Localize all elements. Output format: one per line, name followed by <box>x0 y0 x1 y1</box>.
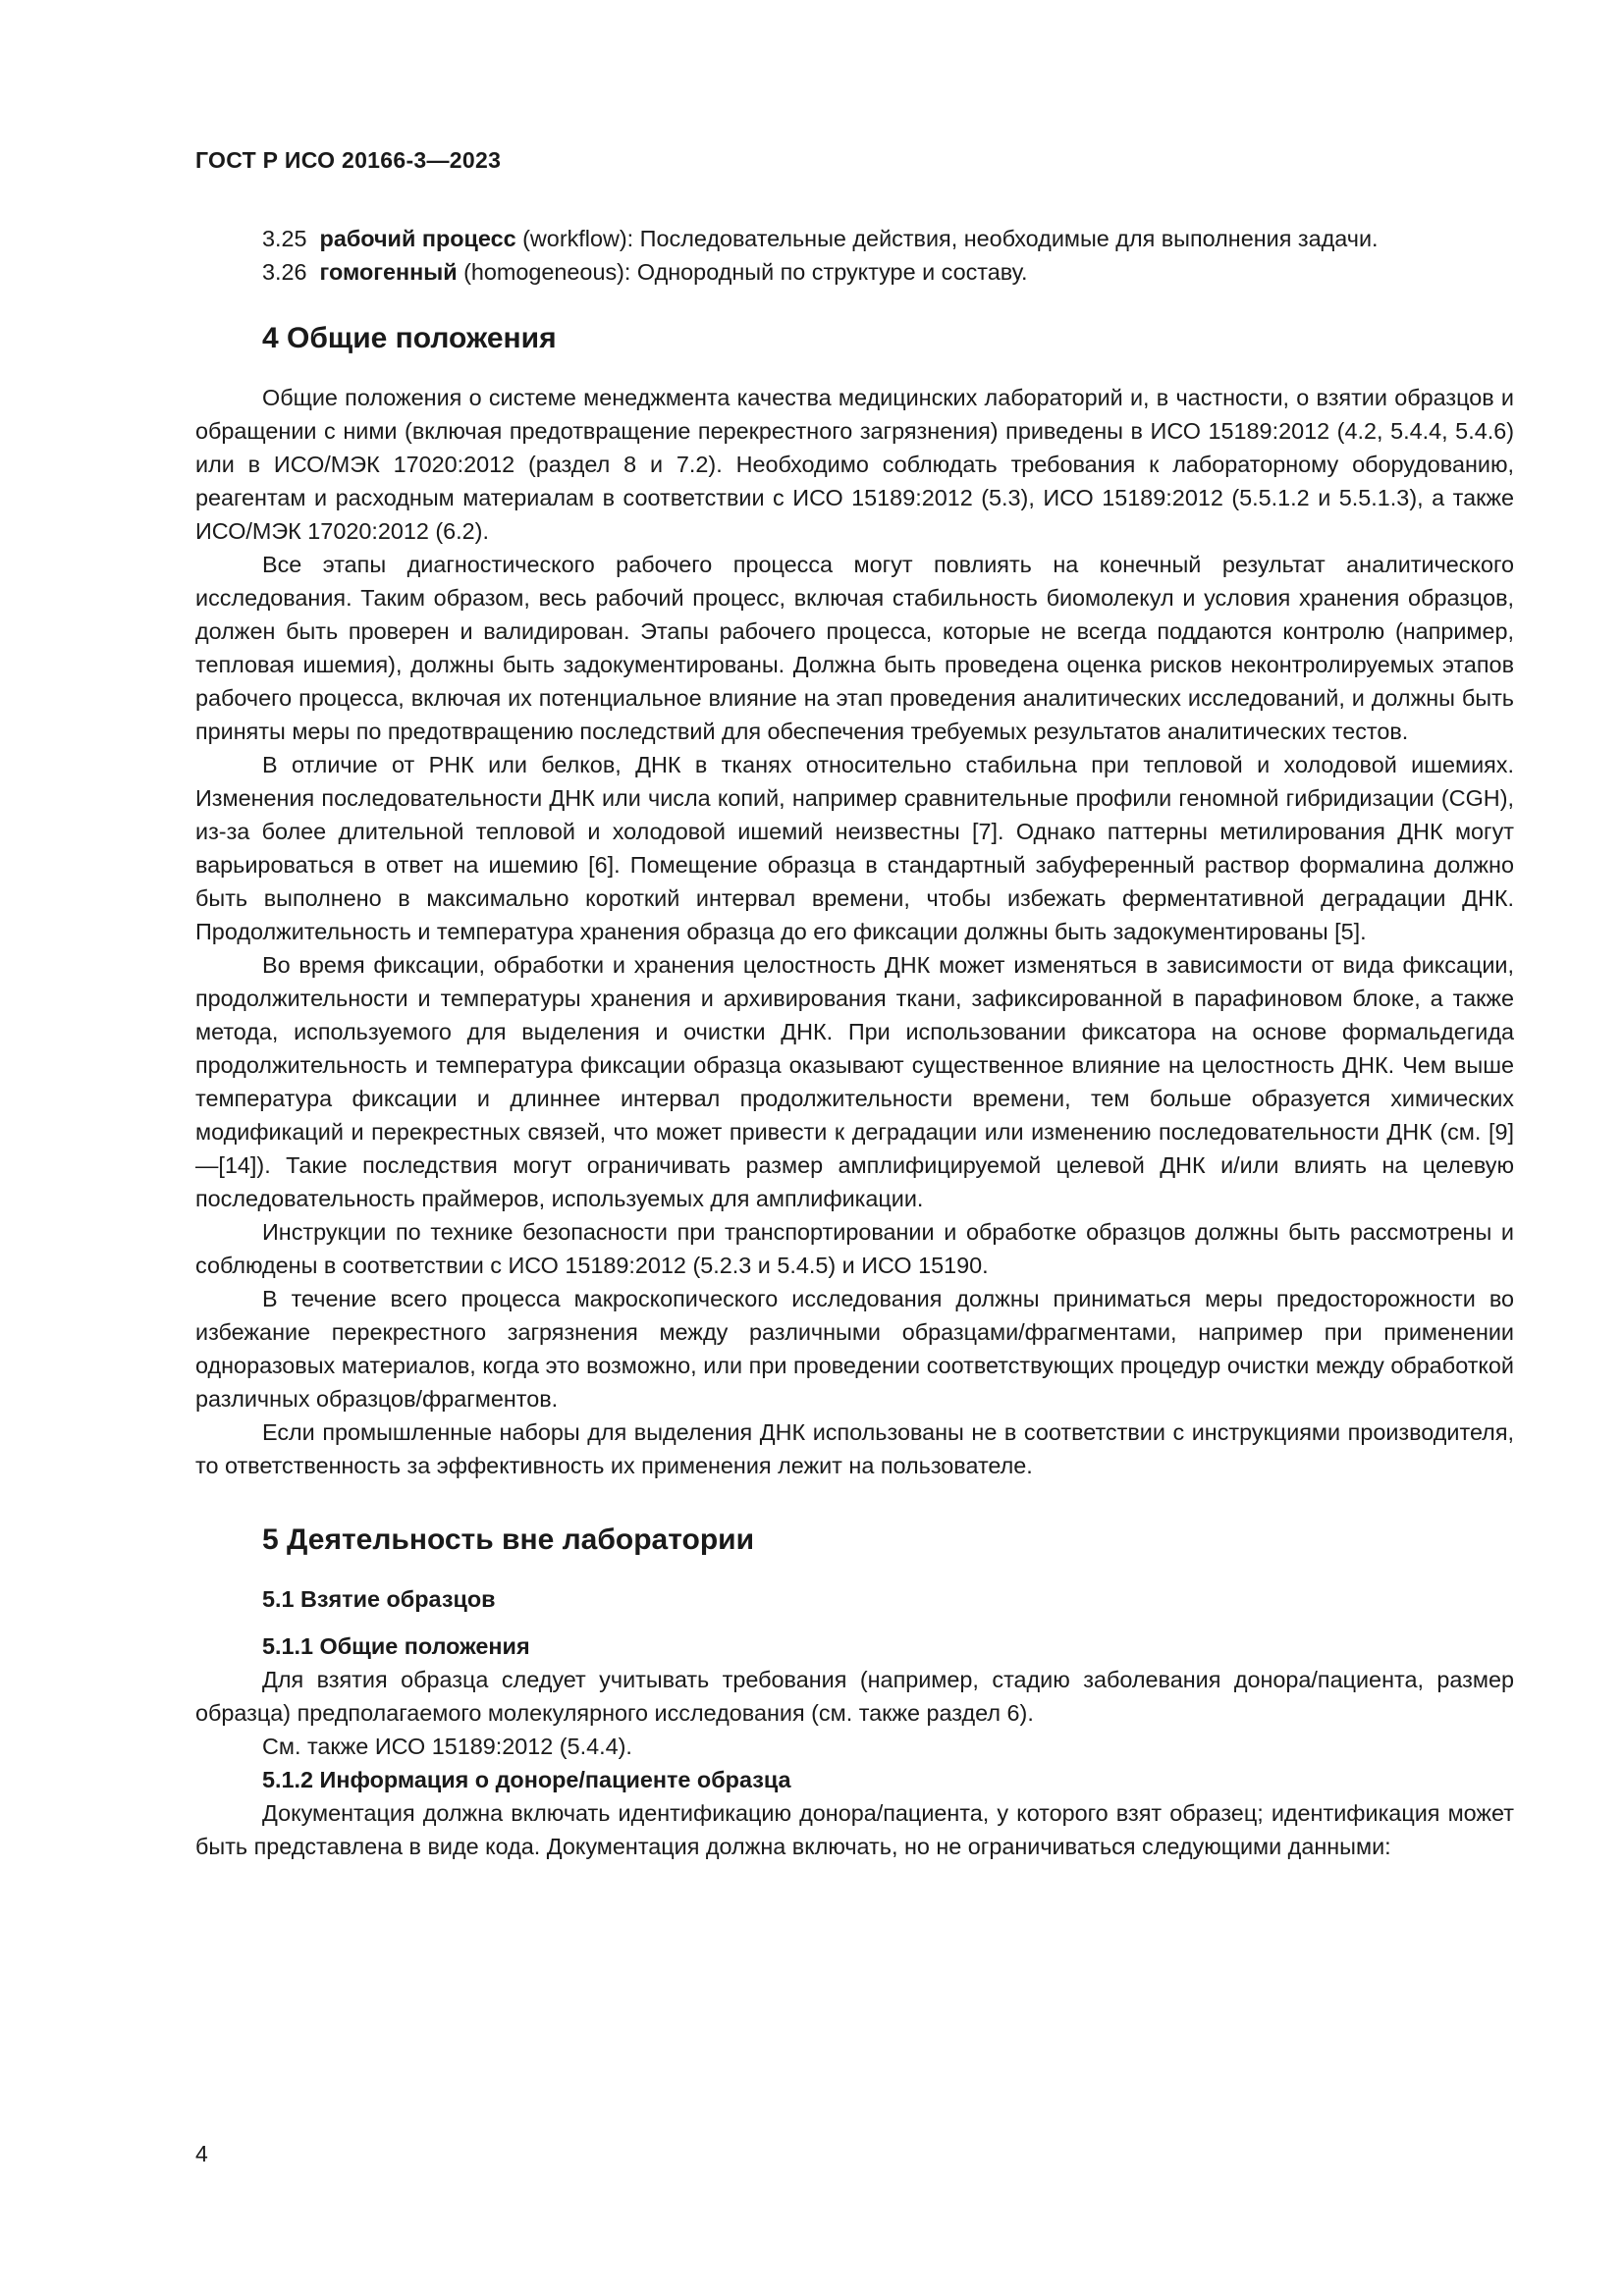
term-definition: (workflow): Последовательные действия, необходимые для выполнения задачи. <box>522 226 1379 251</box>
page-number: 4 <box>195 2141 208 2166</box>
subsection-5-1-1-heading: 5.1.1 Общие положения <box>262 1633 530 1659</box>
paragraph: Во время фиксации, обработки и хранения целостность ДНК может изменяться в зависимости от вида фиксации, продолжительности и температуры хранения и архивирования ткани, зафиксированной в парафиновом блоке, а также метода, используемого для выделения и очистки ДНК. При использовании фиксатора на основе формальдегида продолжительность и температура фиксации образца оказывают существенное влияние на целостность ДНК. Чем выше температура фиксации и длиннее интервал продолжительности времени, тем больше образуется химических модификаций и перекрестных связей, что может привести к деградации или изменению последовательности ДНК (см. [9]—[14]). Такие последствия могут ограничивать размер амплифицируемой целевой ДНК и/или влиять на целевую последовательность праймеров, используемых для амплификации. <box>195 952 1514 1211</box>
paragraph: См. также ИСО 15189:2012 (5.4.4). <box>262 1734 632 1759</box>
paragraph: Документация должна включать идентификацию донора/пациента, у которого взят образец; идентификация может быть представлена в виде кода. Документация должна включать, но не ограничиваться следующими данными: <box>195 1800 1514 1859</box>
paragraph: Все этапы диагностического рабочего процесса могут повлиять на конечный результат аналитического исследования. Таким образом, весь рабочий процесс, включая стабильность биомолекул и условия хранения образцов, должен быть проверен и валидирован. Этапы рабочего процесса, которые не всегда поддаются контролю (например, тепловая ишемия), должны быть задокументированы. Должна быть проведена оценка рисков неконтролируемых этапов рабочего процесса, включая их потенциальное влияние на этап проведения аналитических исследований, и должны быть приняты меры по предотвращению последствий для обеспечения требуемых результатов аналитических тестов. <box>195 552 1514 744</box>
term-name: гомогенный <box>319 259 458 285</box>
document-header: ГОСТ Р ИСО 20166-3—2023 <box>195 147 502 173</box>
section-5-heading: 5 Деятельность вне лаборатории <box>262 1523 755 1556</box>
paragraph: Для взятия образца следует учитывать требования (например, стадию заболевания донора/пациента, размер образца) предполагаемого молекулярного исследования (см. также раздел 6). <box>195 1667 1514 1726</box>
paragraph: Инструкции по технике безопасности при транспортировании и обработке образцов должны быть рассмотрены и соблюдены в соответствии с ИСО 15189:2012 (5.2.3 и 5.4.5) и ИСО 15190. <box>195 1219 1514 1278</box>
term-definition: (homogeneous): Однородный по структуре и составу. <box>463 259 1028 285</box>
document-page <box>195 0 1514 2296</box>
paragraph: Общие положения о системе менеджмента качества медицинских лабораторий и, в частности, о взятии образцов и обращении с ними (включая предотвращение перекрестного загрязнения) приведены в ИСО 15189:2012 (4.2, 5.4.4, 5.4.6) или в ИСО/МЭК 17020:2012 (раздел 8 и 7.2). Необходимо соблюдать требования к лабораторному оборудованию, реагентам и расходным материалам в соответствии с ИСО 15189:2012 (5.3), ИСО 15189:2012 (5.5.1.2 и 5.5.1.3), а также ИСО/МЭК 17020:2012 (6.2). <box>195 385 1514 544</box>
term-3-26 <box>195 255 1514 289</box>
subsection-5-1-2-heading: 5.1.2 Информация о доноре/пациенте образца <box>262 1767 791 1792</box>
term-3-25 <box>195 222 1514 255</box>
term-number: 3.25 <box>262 226 307 251</box>
term-name: рабочий процесс <box>319 226 516 251</box>
paragraph: Если промышленные наборы для выделения ДНК использованы не в соответствии с инструкциями производителя, то ответственность за эффективность их применения лежит на пользователе. <box>195 1419 1514 1478</box>
paragraph: В отличие от РНК или белков, ДНК в тканях относительно стабильна при тепловой и холодовой ишемиях. Изменения последовательности ДНК или числа копий, например сравнительные профили геномной гибридизации (CGH), из-за более длительной тепловой и холодовой ишемий неизвестны [7]. Однако паттерны метилирования ДНК могут варьироваться в ответ на ишемию [6]. Помещение образца в стандартный забуференный раствор формалина должно быть выполнено в максимально короткий интервал времени, чтобы избежать ферментативной деградации ДНК. Продолжительность и температура хранения образца до его фиксации должны быть задокументированы [5]. <box>195 752 1514 944</box>
document-body <box>195 222 1514 1863</box>
section-4-heading: 4 Общие положения <box>262 322 557 354</box>
paragraph: В течение всего процесса макроскопического исследования должны приниматься меры предосторожности во избежание перекрестного загрязнения между различными образцами/фрагментами, например при применении одноразовых материалов, когда это возможно, или при проведении соответствующих процедур очистки между обработкой различных образцов/фрагментов. <box>195 1286 1514 1412</box>
subsection-5-1-heading: 5.1 Взятие образцов <box>262 1586 496 1612</box>
term-number: 3.26 <box>262 259 307 285</box>
